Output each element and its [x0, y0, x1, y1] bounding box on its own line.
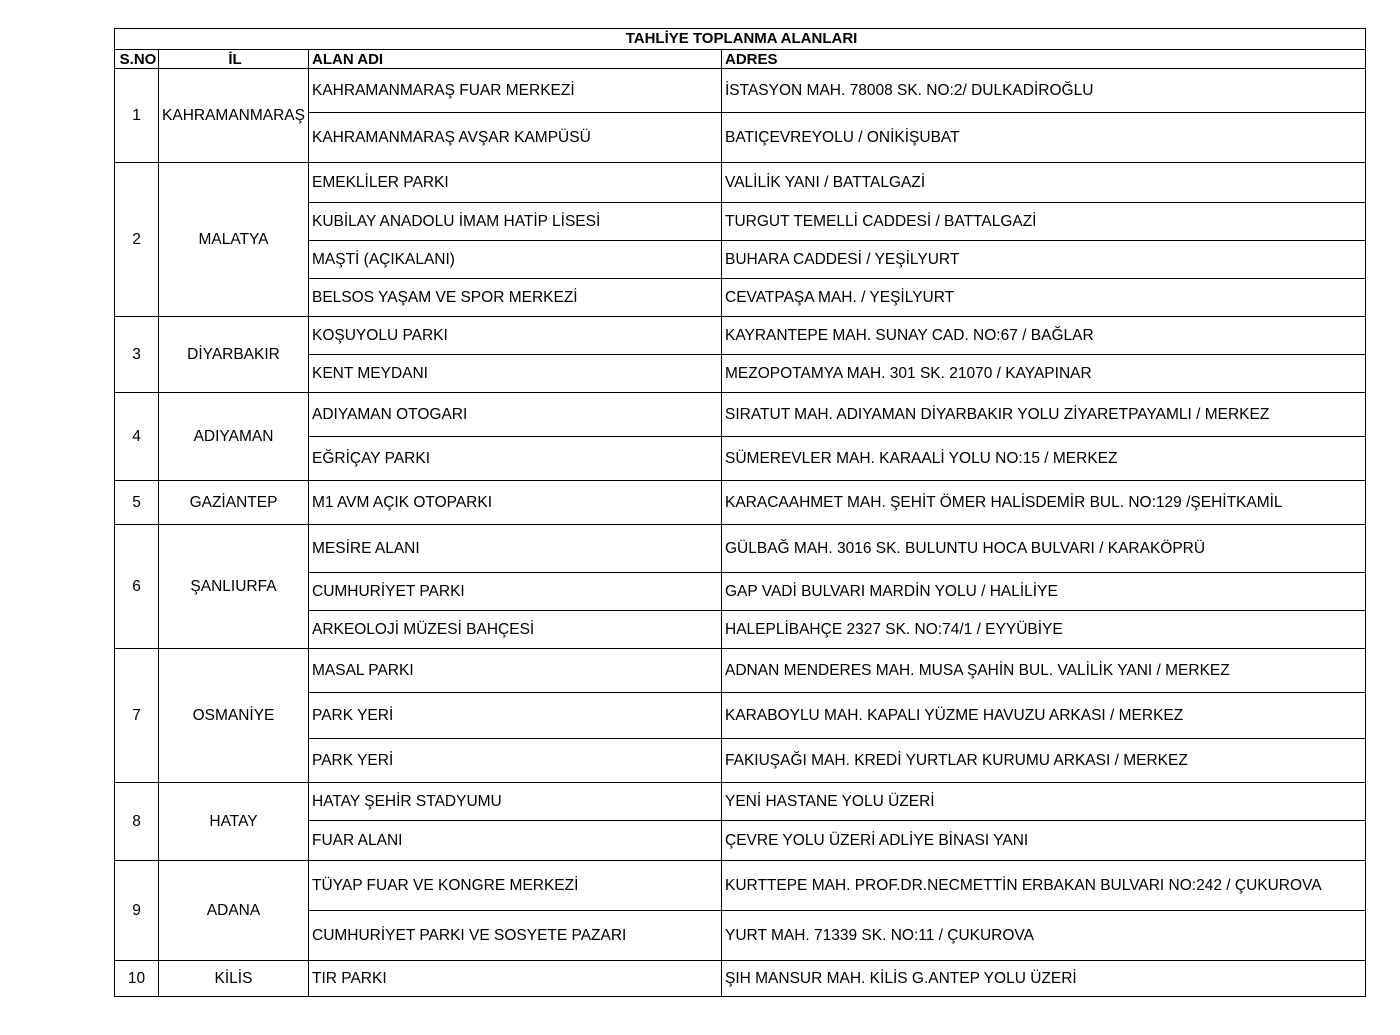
- cell-il: KAHRAMANMARAŞ: [159, 69, 309, 163]
- cell-adres: FAKIUŞAĞI MAH. KREDİ YURTLAR KURUMU ARKASI / MERKEZ: [722, 739, 1366, 783]
- cell-sno: 5: [115, 481, 159, 525]
- cell-sno: 1: [115, 69, 159, 163]
- cell-sno: 9: [115, 861, 159, 961]
- cell-adres: ÇEVRE YOLU ÜZERİ ADLİYE BİNASI YANI: [722, 821, 1366, 861]
- header-alan-adi: ALAN ADI: [309, 50, 722, 69]
- cell-alan-adi: KAHRAMANMARAŞ FUAR MERKEZİ: [309, 69, 722, 113]
- cell-alan-adi: HATAY ŞEHİR STADYUMU: [309, 783, 722, 821]
- table-body: [115, 69, 1366, 997]
- header-adres: ADRES: [722, 50, 1366, 69]
- evacuation-table-sheet: [114, 28, 1365, 997]
- cell-adres: YURT MAH. 71339 SK. NO:11 / ÇUKUROVA: [722, 911, 1366, 961]
- cell-alan-adi: MASAL PARKI: [309, 649, 722, 693]
- cell-sno: 4: [115, 393, 159, 481]
- cell-sno: 10: [115, 961, 159, 997]
- cell-adres: BUHARA CADDESİ / YEŞİLYURT: [722, 241, 1366, 279]
- cell-adres: GÜLBAĞ MAH. 3016 SK. BULUNTU HOCA BULVARI / KARAKÖPRÜ: [722, 525, 1366, 573]
- cell-sno: 6: [115, 525, 159, 649]
- cell-alan-adi: KOŞUYOLU PARKI: [309, 317, 722, 355]
- table-row: [115, 861, 1366, 911]
- cell-sno: 8: [115, 783, 159, 861]
- evacuation-areas-table: [114, 28, 1366, 997]
- table-row: [115, 393, 1366, 437]
- cell-il: ŞANLIURFA: [159, 525, 309, 649]
- cell-alan-adi: ARKEOLOJİ MÜZESİ BAHÇESİ: [309, 611, 722, 649]
- table-row: [115, 69, 1366, 113]
- cell-adres: GAP VADİ BULVARI MARDİN YOLU / HALİLİYE: [722, 573, 1366, 611]
- cell-adres: MEZOPOTAMYA MAH. 301 SK. 21070 / KAYAPINAR: [722, 355, 1366, 393]
- table-title: TAHLİYE TOPLANMA ALANLARI: [115, 29, 1366, 50]
- cell-alan-adi: PARK YERİ: [309, 693, 722, 739]
- cell-adres: KARACAAHMET MAH. ŞEHİT ÖMER HALİSDEMİR BUL. NO:129 /ŞEHİTKAMİL: [722, 481, 1366, 525]
- cell-adres: KURTTEPE MAH. PROF.DR.NECMETTİN ERBAKAN BULVARI NO:242 / ÇUKUROVA: [722, 861, 1366, 911]
- cell-il: ADIYAMAN: [159, 393, 309, 481]
- table-row: [115, 481, 1366, 525]
- cell-sno: 7: [115, 649, 159, 783]
- cell-alan-adi: FUAR ALANI: [309, 821, 722, 861]
- cell-il: MALATYA: [159, 163, 309, 317]
- header-il: İL: [159, 50, 309, 69]
- cell-adres: CEVATPAŞA MAH. / YEŞİLYURT: [722, 279, 1366, 317]
- cell-alan-adi: EĞRİÇAY PARKI: [309, 437, 722, 481]
- cell-alan-adi: M1 AVM AÇIK OTOPARKI: [309, 481, 722, 525]
- cell-alan-adi: EMEKLİLER PARKI: [309, 163, 722, 203]
- cell-alan-adi: BELSOS YAŞAM VE SPOR MERKEZİ: [309, 279, 722, 317]
- cell-adres: SIRATUT MAH. ADIYAMAN DİYARBAKIR YOLU ZİYARETPAYAMLI / MERKEZ: [722, 393, 1366, 437]
- table-row: [115, 961, 1366, 997]
- cell-il: ADANA: [159, 861, 309, 961]
- cell-alan-adi: CUMHURİYET PARKI: [309, 573, 722, 611]
- cell-alan-adi: KAHRAMANMARAŞ AVŞAR KAMPÜSÜ: [309, 113, 722, 163]
- cell-adres: ŞIH MANSUR MAH. KİLİS G.ANTEP YOLU ÜZERİ: [722, 961, 1366, 997]
- cell-adres: KAYRANTEPE MAH. SUNAY CAD. NO:67 / BAĞLAR: [722, 317, 1366, 355]
- cell-alan-adi: CUMHURİYET PARKI VE SOSYETE PAZARI: [309, 911, 722, 961]
- cell-alan-adi: TÜYAP FUAR VE KONGRE MERKEZİ: [309, 861, 722, 911]
- cell-il: KİLİS: [159, 961, 309, 997]
- cell-adres: VALİLİK YANI / BATTALGAZİ: [722, 163, 1366, 203]
- cell-adres: KARABOYLU MAH. KAPALI YÜZME HAVUZU ARKASI / MERKEZ: [722, 693, 1366, 739]
- cell-il: HATAY: [159, 783, 309, 861]
- cell-alan-adi: ADIYAMAN OTOGARI: [309, 393, 722, 437]
- cell-adres: İSTASYON MAH. 78008 SK. NO:2/ DULKADİROĞLU: [722, 69, 1366, 113]
- cell-il: DİYARBAKIR: [159, 317, 309, 393]
- table-row: [115, 649, 1366, 693]
- table-row: [115, 525, 1366, 573]
- cell-il: OSMANİYE: [159, 649, 309, 783]
- table-row: [115, 783, 1366, 821]
- cell-alan-adi: PARK YERİ: [309, 739, 722, 783]
- cell-adres: YENİ HASTANE YOLU ÜZERİ: [722, 783, 1366, 821]
- cell-adres: ADNAN MENDERES MAH. MUSA ŞAHİN BUL. VALİLİK YANI / MERKEZ: [722, 649, 1366, 693]
- cell-adres: HALEPLİBAHÇE 2327 SK. NO:74/1 / EYYÜBİYE: [722, 611, 1366, 649]
- table-row: [115, 163, 1366, 203]
- cell-sno: 3: [115, 317, 159, 393]
- table-row: [115, 317, 1366, 355]
- cell-sno: 2: [115, 163, 159, 317]
- cell-alan-adi: KENT MEYDANI: [309, 355, 722, 393]
- cell-il: GAZİANTEP: [159, 481, 309, 525]
- header-sno: S.NO: [115, 50, 159, 69]
- cell-alan-adi: MESİRE ALANI: [309, 525, 722, 573]
- cell-adres: SÜMEREVLER MAH. KARAALİ YOLU NO:15 / MERKEZ: [722, 437, 1366, 481]
- cell-adres: BATIÇEVREYOLU / ONİKİŞUBAT: [722, 113, 1366, 163]
- cell-alan-adi: MAŞTİ (AÇIKALANI): [309, 241, 722, 279]
- cell-adres: TURGUT TEMELLİ CADDESİ / BATTALGAZİ: [722, 203, 1366, 241]
- cell-alan-adi: KUBİLAY ANADOLU İMAM HATİP LİSESİ: [309, 203, 722, 241]
- cell-alan-adi: TIR PARKI: [309, 961, 722, 997]
